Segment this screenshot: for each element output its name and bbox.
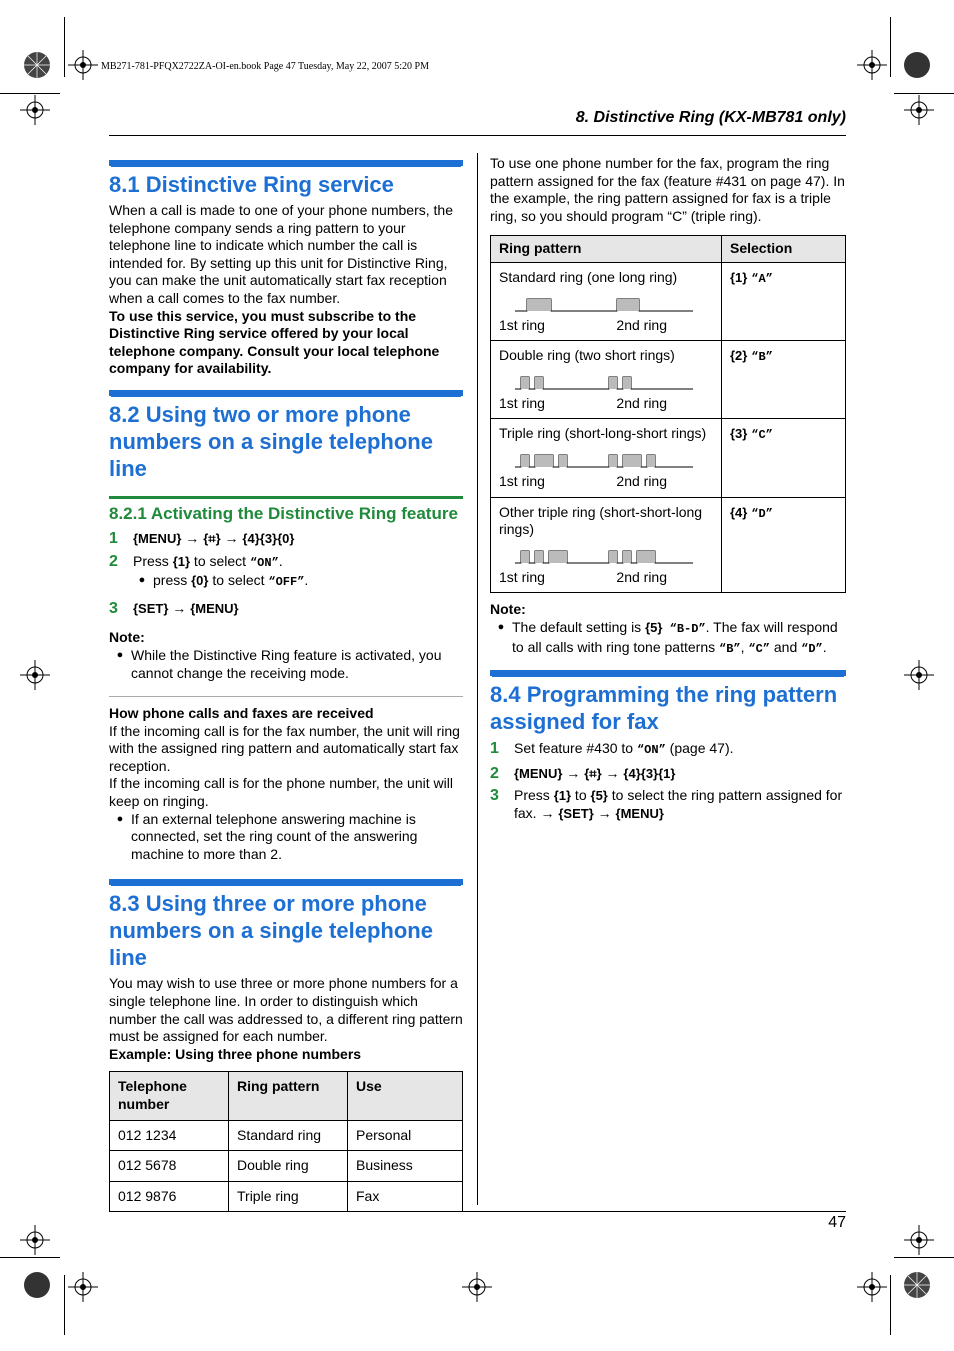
- first-ring-label: 1st ring: [499, 316, 545, 333]
- crop-mark: [894, 1257, 954, 1258]
- key-1: {1}: [553, 788, 572, 804]
- step-2: [490, 765, 846, 783]
- step-1: [109, 530, 463, 548]
- second-ring-label: 2nd ring: [616, 394, 667, 411]
- arrow-icon: →: [172, 599, 187, 616]
- key-4: {4}: [730, 504, 748, 520]
- step-number: 2: [490, 764, 499, 782]
- table-row: [491, 419, 846, 497]
- column-header: Use: [348, 1072, 463, 1120]
- table-row: 012 5678 Double ring Business: [110, 1151, 463, 1182]
- section-8-1-body: When a call is made to one of your phone numbers, the telephone company sends a ring pattern to your telephone line to indicate which number the call is intended for. By setting up this unit for Distinctive Ring, you can make the unit automatically start fax reception when a call comes to the fax number.: [109, 202, 453, 306]
- setting-value: “OFF”: [268, 575, 305, 590]
- crop-mark: [64, 17, 65, 77]
- crop-mark: [64, 1275, 65, 1335]
- second-ring-label: 2nd ring: [616, 568, 667, 585]
- arrow-icon: →: [605, 764, 620, 781]
- table-row: 012 9876 Triple ring Fax: [110, 1181, 463, 1212]
- section-bar: [109, 879, 463, 885]
- right-intro: To use one phone number for the fax, program the ring pattern assigned for the fax (feature #431 on page 47). In the example, the ring pattern assigned for fax is a triple ring, so you should program “C” (triple ring).: [490, 155, 845, 224]
- selection-value: “B”: [751, 350, 773, 365]
- note-bullet: ● While the Distinctive Ring feature is activated, you cannot change the receiving mode.: [109, 647, 463, 682]
- arrow-icon: →: [185, 529, 200, 546]
- column-header: Selection: [722, 236, 846, 263]
- step-3: [109, 600, 463, 618]
- section-bar: [109, 390, 463, 396]
- key-3: {3}: [730, 426, 748, 442]
- column-header: Telephone number: [110, 1072, 229, 1120]
- key-0: {0}: [191, 573, 209, 589]
- setting-value: “B-D”: [662, 621, 706, 636]
- setting-value: “ON”: [249, 555, 279, 570]
- crosshair-icon: [20, 1225, 50, 1255]
- step-2: 2 Press {1} to select “ON”. ● press {0} to select “OFF”.: [109, 553, 463, 592]
- book-info-line: MB271-781-PFQX2722ZA-OI-en.book Page 47 Tuesday, May 22, 2007 5:20 PM: [101, 61, 429, 72]
- menu-key: {MENU}: [514, 765, 563, 781]
- bullet-icon: ●: [116, 812, 124, 825]
- key-5: {5}: [590, 788, 608, 804]
- selection-value: “D”: [751, 506, 773, 521]
- ring-waveform-triple: [515, 451, 693, 469]
- column-header: Ring pattern: [491, 236, 722, 263]
- digit-keys: {4}{3}{0}: [242, 530, 295, 546]
- crop-mark: [0, 93, 60, 94]
- header-rule: [109, 135, 846, 136]
- right-column: [490, 155, 846, 824]
- note-label: Note:: [109, 629, 145, 646]
- subsection-bar: [109, 496, 463, 499]
- crosshair-icon: [904, 1225, 934, 1255]
- step-number: 1: [109, 529, 118, 547]
- note-bullet: ● The default setting is {5} “B-D”. The fax will respond to all calls with ring tone patterns “B”, “C” and “D”.: [490, 619, 846, 658]
- second-ring-label: 2nd ring: [616, 472, 667, 489]
- how-bullet: ● If an external telephone answering machine is connected, set the ring count of the answering machine to more than 2.: [109, 811, 463, 864]
- section-8-3-title: 8.3 Using three or more phone numbers on a single telephone line: [109, 891, 433, 971]
- bullet-icon: ●: [116, 648, 124, 661]
- example-label: Example: Using three phone numbers: [109, 1045, 362, 1062]
- registration-mark-icon: [902, 1270, 932, 1300]
- subsection-8-2-1-title: 8.2.1 Activating the Distinctive Ring feature: [109, 503, 458, 523]
- table-row: [491, 341, 846, 419]
- ring-pattern-label: Standard ring (one long ring): [499, 268, 678, 285]
- section-8-1-notice: To use this service, you must subscribe to the Distinctive Ring service offered by your local telephone company. Consult your local telephone company for availability.: [109, 307, 440, 377]
- ring-waveform-standard: [515, 295, 693, 313]
- bullet-icon: ●: [138, 574, 146, 587]
- arrow-icon: →: [566, 764, 581, 781]
- selection-value: “A”: [751, 271, 773, 286]
- table-header-row: [110, 1072, 463, 1120]
- table-header-row: [491, 236, 846, 263]
- set-key: {SET}: [558, 805, 594, 821]
- key-1: {1}: [172, 553, 191, 569]
- crosshair-icon: [904, 660, 934, 690]
- ring-waveform-double: [515, 373, 693, 391]
- section-8-2-title: 8.2 Using two or more phone numbers on a single telephone line: [109, 401, 433, 481]
- crosshair-icon: [20, 660, 50, 690]
- first-ring-label: 1st ring: [499, 472, 545, 489]
- first-ring-label: 1st ring: [499, 394, 545, 411]
- registration-mark-icon: [902, 50, 932, 80]
- step-number: 2: [109, 552, 118, 570]
- step-number: 3: [109, 599, 118, 617]
- key-1: {1}: [730, 269, 748, 285]
- step-number: 3: [490, 787, 499, 805]
- how-calls-received-title: How phone calls and faxes are received: [109, 705, 374, 722]
- divider: [109, 696, 463, 697]
- column-header: Ring pattern: [229, 1072, 348, 1120]
- crop-mark: [890, 17, 891, 77]
- bullet-icon: ●: [497, 620, 505, 633]
- first-ring-label: 1st ring: [499, 568, 545, 585]
- registration-mark-icon: [22, 1270, 52, 1300]
- crosshair-icon: [20, 95, 50, 125]
- phone-number-table: [109, 1071, 463, 1212]
- feature-key: {⌗}: [203, 530, 221, 546]
- crosshair-icon: [857, 50, 887, 80]
- crop-mark: [0, 1257, 60, 1258]
- key-2: {2}: [730, 348, 748, 364]
- digit-keys: {4}{3}{1}: [623, 765, 676, 781]
- menu-key: {MENU}: [133, 530, 182, 546]
- left-column: [109, 160, 463, 1212]
- how-para-2: If the incoming call is for the phone number, the unit will keep on ringing.: [109, 775, 453, 810]
- step-3: 3 Press {1} to {5} to select the ring pattern assigned for fax. → {SET} → {MENU}: [490, 787, 843, 821]
- crop-mark: [894, 93, 954, 94]
- menu-key: {MENU}: [190, 600, 239, 616]
- crosshair-icon: [904, 95, 934, 125]
- crosshair-icon: [68, 1272, 98, 1302]
- ring-pattern-label: Double ring (two short rings): [499, 347, 675, 364]
- step-1: 1 Set feature #430 to “ON” (page 47).: [490, 740, 846, 760]
- ring-pattern-table: [490, 235, 846, 593]
- feature-key: {⌗}: [584, 765, 602, 781]
- section-8-4-title: 8.4 Programming the ring pattern assigned for fax: [490, 682, 838, 735]
- ring-waveform-other-triple: [515, 547, 693, 565]
- selection-value: “C”: [751, 428, 773, 443]
- page-number: 47: [828, 1214, 846, 1231]
- menu-key: {MENU}: [615, 805, 664, 821]
- section-bar: [109, 160, 463, 166]
- table-row: [491, 497, 846, 593]
- arrow-icon: →: [224, 529, 239, 546]
- arrow-icon: →: [597, 804, 612, 821]
- crosshair-icon: [68, 50, 98, 80]
- registration-mark-icon: [22, 50, 52, 80]
- crosshair-icon: [462, 1272, 492, 1302]
- note-label: Note:: [490, 601, 526, 618]
- ring-pattern-label: Other triple ring (short-short-long rings): [499, 503, 703, 538]
- table-row: [491, 262, 846, 340]
- how-para-1: If the incoming call is for the fax number, the unit will ring with the assigned ring pattern and automatically start fax reception.: [109, 722, 460, 774]
- section-bar: [490, 670, 846, 676]
- ring-pattern-label: Triple ring (short-long-short rings): [499, 425, 707, 442]
- step-number: 1: [490, 740, 499, 758]
- key-5: {5}: [645, 619, 663, 635]
- step-2-bullet: ● press {0} to select “OFF”.: [131, 572, 463, 592]
- arrow-icon: →: [540, 804, 555, 821]
- table-row: 012 1234 Standard ring Personal: [110, 1120, 463, 1151]
- column-divider: [477, 153, 478, 1205]
- crosshair-icon: [857, 1272, 887, 1302]
- second-ring-label: 2nd ring: [616, 316, 667, 333]
- crop-mark: [890, 1275, 891, 1335]
- page-header: 8. Distinctive Ring (KX-MB781 only): [575, 109, 846, 126]
- section-8-1-title: 8.1 Distinctive Ring service: [109, 172, 394, 197]
- set-key: {SET}: [133, 600, 169, 616]
- setting-value: “ON”: [636, 743, 666, 758]
- section-8-3-body: You may wish to use three or more phone numbers for a single telephone line. In order to distinguish which number the call was addressed to, a different ring pattern must be assigned for each number.: [109, 975, 463, 1045]
